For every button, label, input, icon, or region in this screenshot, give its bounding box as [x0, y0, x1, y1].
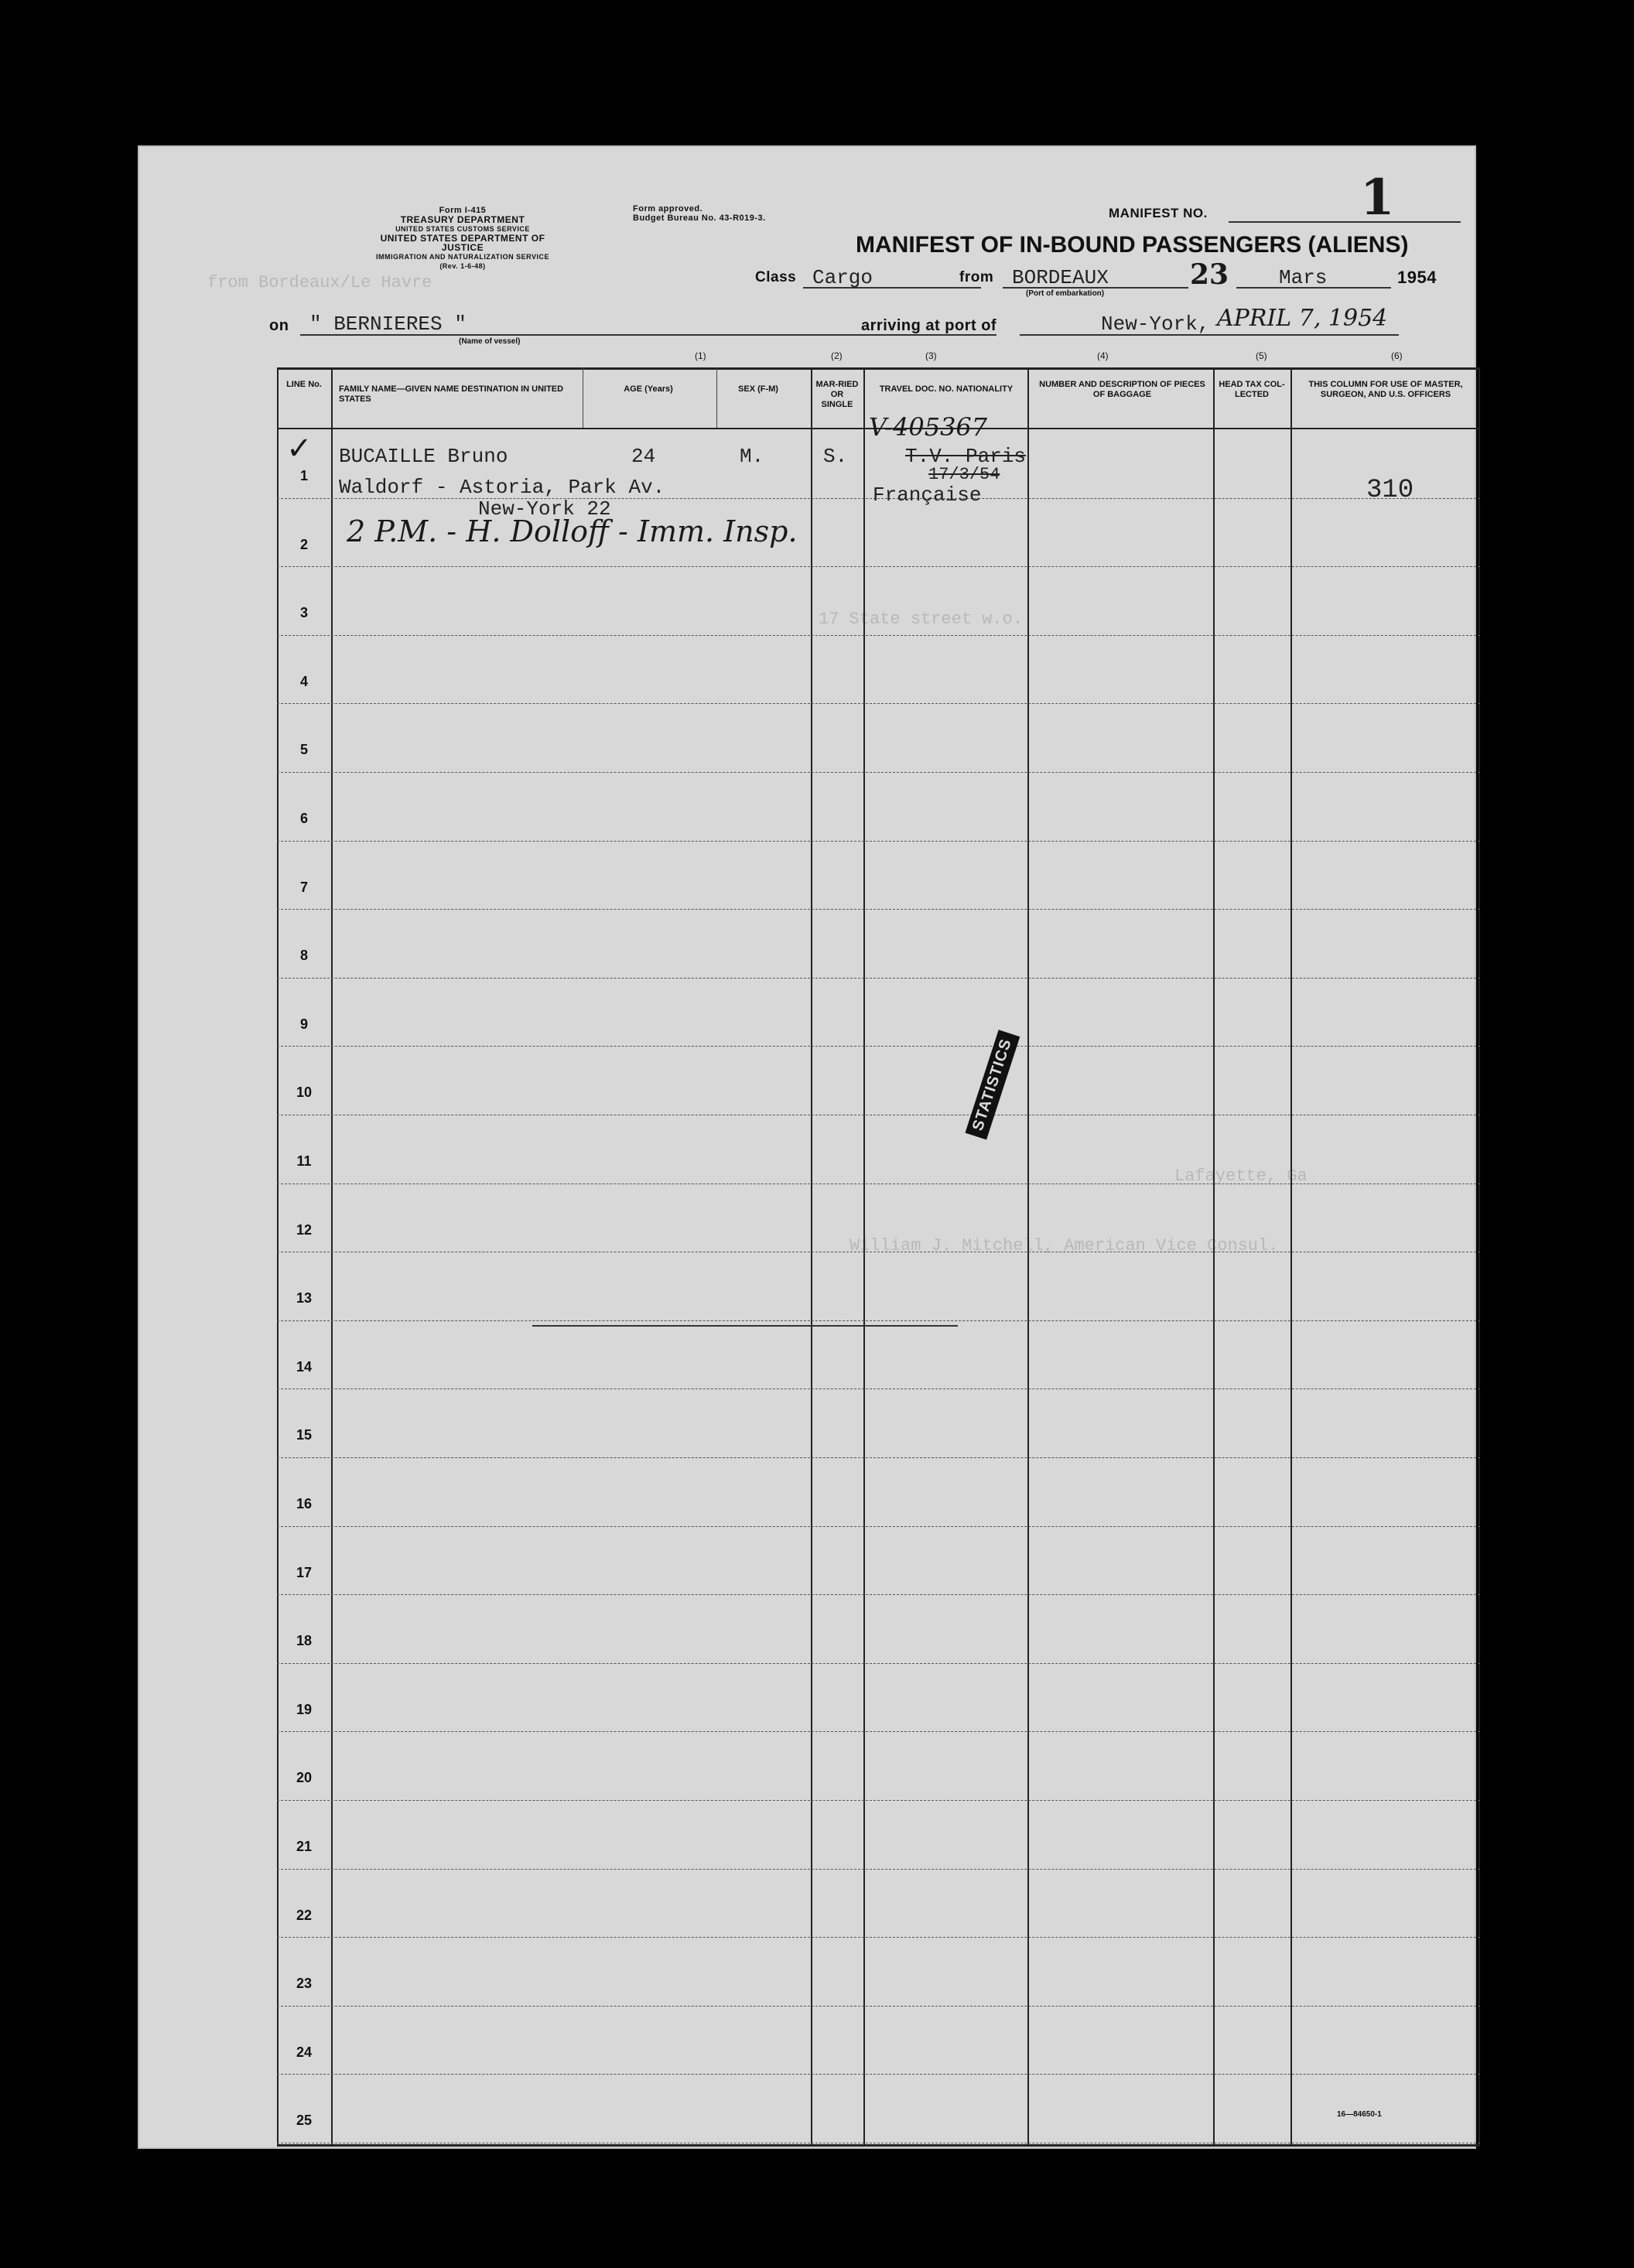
line-number: 9 — [299, 1016, 308, 1032]
arrival-date-handwritten: APRIL 7, 1954 — [1217, 305, 1388, 332]
customs-service: UNITED STATES CUSTOMS SERVICE — [395, 225, 530, 233]
line-number: 13 — [296, 1290, 313, 1306]
header-officers: THIS COLUMN FOR USE OF MASTER, SURGEON, AND U.S. OFFICERS — [1308, 380, 1463, 399]
line-number: 10 — [296, 1084, 313, 1101]
row-separator — [277, 2074, 1480, 2075]
class-value: Cargo — [812, 266, 873, 289]
row-separator — [277, 1869, 1480, 1870]
manifest-page: from Bordeaux/Le Havre Lafayette, Ga William J. Mitchell, American Vice Consul. 17 State street w.o. Form I-415 TREASURY DEPARTMENT UNITED STATES CUSTOMS SERVICE UNITED STATES DEPARTMENT OF JUSTICE IMMIGRATION AND NATURALIZATION SERVICE (Rev. 1-6-48) Form approved. Budget Bureau No. 43-R019-3. MANIFEST NO. 1 MANIFEST OF IN-BOUND PASSENGERS (ALIENS) Class Cargo from BORDEAUX (Port of embarkation) 23 Mars 1954 on " BERNIERES " (Name of vessel) arriving at port of New-York, APRIL 7, 1954 (1) (2) (3) (4) (5) (6) LINE No. FAMILY NAME—GIVEN NAME DESTINATION IN UNITED STATES AGE (Years) SEX (F-M) MAR-RIED OR SINGLE TRAVEL DOC. NO. NATIONALITY NUMBER AND DESCRIPTION OF PIECES OF BAGGAGE HEAD TAX COL-LECTED THIS COLUMN FOR USE OF MASTER, SURGEON, AND U.S. OFFICERS 1 2 3 4 5 6 7 8 9 10 11 12 13 14 15 16 17 18 19 20 21 22 23 24 25 ✓ BUCAILLE Bruno 24 M. S. V-405367 T.V. Paris 17/3/54 Française Waldorf - Astoria, Park Av. New-York 22 310 2 P.M. - H. Dolloff - Imm. Insp. STATISTICS 16—84650-1 — [138, 145, 1476, 2149]
class-label: Class — [755, 269, 797, 285]
passenger-name: BUCAILLE Bruno — [339, 445, 508, 468]
departure-year: 1954 — [1397, 268, 1437, 287]
on-label: on — [269, 317, 289, 334]
row-separator — [277, 1663, 1480, 1664]
line-number: 18 — [296, 1633, 313, 1649]
header-line-no: LINE No. — [286, 380, 322, 389]
destination-address: Waldorf - Astoria, Park Av. — [339, 476, 665, 499]
col-number: (1) — [695, 350, 706, 361]
line-number: 2 — [299, 536, 308, 552]
row-separator — [277, 909, 1480, 910]
form-number: Form I-415 — [439, 206, 487, 215]
nationality: Française — [873, 483, 982, 507]
vessel-caption: (Name of vessel) — [459, 337, 521, 346]
line-number: 6 — [299, 811, 308, 826]
officer-number: 310 — [1366, 476, 1414, 505]
line-number: 23 — [296, 1976, 313, 1992]
row-separator — [277, 772, 1480, 773]
arriving-label: arriving at port of — [861, 317, 997, 334]
row-separator — [277, 841, 1480, 842]
line-number: 24 — [296, 2044, 313, 2060]
header-travel-doc: TRAVEL DOC. NO. NATIONALITY — [879, 384, 1014, 394]
line-number: 15 — [296, 1427, 313, 1443]
line-number: 1 — [299, 468, 308, 483]
line-number: 21 — [296, 1839, 313, 1854]
col-number: (5) — [1256, 350, 1267, 361]
line-number: 25 — [296, 2113, 313, 2129]
header-age: AGE (Years) — [624, 384, 673, 394]
footer-code: 16—84650-1 — [1337, 2110, 1382, 2119]
justice-dept: UNITED STATES DEPARTMENT OF JUSTICE — [380, 233, 545, 253]
line-number: 16 — [296, 1496, 313, 1511]
inspector-annotation: 2 P.M. - H. Dolloff - Imm. Insp. — [347, 514, 798, 548]
passenger-age: 24 — [631, 445, 656, 468]
row-separator — [277, 1046, 1480, 1047]
destination-city: New-York 22 — [478, 497, 611, 521]
line-number: 20 — [296, 1770, 313, 1786]
header-head-tax: HEAD TAX COL-LECTED — [1219, 380, 1285, 399]
row-separator — [277, 703, 1480, 704]
treasury-dept: TREASURY DEPARTMENT — [400, 214, 525, 225]
from-label: from — [959, 269, 994, 285]
line-number: 7 — [299, 879, 308, 895]
travel-doc-number: V-405367 — [869, 412, 988, 442]
form-approved: Form approved. — [633, 204, 703, 213]
budget-bureau: Budget Bureau No. 43-R019-3. — [633, 213, 766, 223]
line-number: 11 — [296, 1153, 312, 1169]
row-separator — [277, 566, 1480, 567]
travel-doc-issue: T.V. Paris — [905, 445, 1027, 468]
row-separator — [277, 1937, 1480, 1938]
col-number: (4) — [1097, 350, 1109, 361]
header-baggage: NUMBER AND DESCRIPTION OF PIECES OF BAGGAGE — [1039, 380, 1205, 399]
line-number: 22 — [296, 1907, 313, 1923]
vessel-name: " BERNIERES " — [309, 313, 467, 336]
col-number: (2) — [831, 350, 843, 361]
row-separator — [277, 2006, 1480, 2007]
immigration-service: IMMIGRATION AND NATURALIZATION SERVICE — [376, 253, 549, 261]
statistics-stamp: STATISTICS — [965, 1030, 1020, 1140]
port-caption: (Port of embarkation) — [1026, 289, 1105, 298]
travel-doc-date: 17/3/54 — [928, 465, 1000, 484]
line-number: 14 — [296, 1358, 313, 1375]
col-number: (6) — [1391, 350, 1403, 361]
manifest-label: MANIFEST NO. — [1109, 206, 1208, 220]
departure-day: 23 — [1190, 258, 1229, 291]
row-separator — [277, 978, 1480, 979]
revision-date: (Rev. 1-6-48) — [439, 262, 486, 270]
line-number: 17 — [296, 1564, 313, 1580]
row-separator — [277, 1526, 1480, 1527]
manifest-number: 1 — [1360, 169, 1395, 227]
line-number: 12 — [296, 1221, 313, 1238]
passenger-sex: M. — [740, 445, 764, 468]
row-separator — [277, 1457, 1480, 1458]
col-number: (3) — [925, 350, 937, 361]
passenger-marital: S. — [823, 445, 848, 468]
line-number: 4 — [299, 673, 308, 689]
line-number: 3 — [299, 605, 308, 621]
line-number: 5 — [299, 742, 308, 758]
line-number: 19 — [296, 1701, 313, 1717]
row-separator — [277, 1731, 1480, 1732]
row-separator — [277, 1800, 1480, 1801]
check-mark: ✓ — [286, 431, 313, 466]
manifest-title: MANIFEST OF IN-BOUND PASSENGERS (ALIENS) — [856, 232, 1409, 258]
passenger-table — [277, 350, 1480, 2147]
arrival-port: New-York, — [1101, 313, 1210, 336]
header-married: MAR-RIED OR SINGLE — [815, 380, 859, 409]
header-name: FAMILY NAME—GIVEN NAME DESTINATION IN UNITED STATES — [339, 384, 564, 404]
line-number: 8 — [299, 948, 308, 964]
row-separator — [277, 1388, 1480, 1389]
embark-port: BORDEAUX — [1012, 266, 1109, 289]
row-separator — [277, 1594, 1480, 1595]
header-sex: SEX (F-M) — [738, 384, 778, 394]
row-separator — [277, 1320, 1480, 1321]
row-separator — [277, 635, 1480, 636]
departure-month: Mars — [1279, 266, 1328, 289]
